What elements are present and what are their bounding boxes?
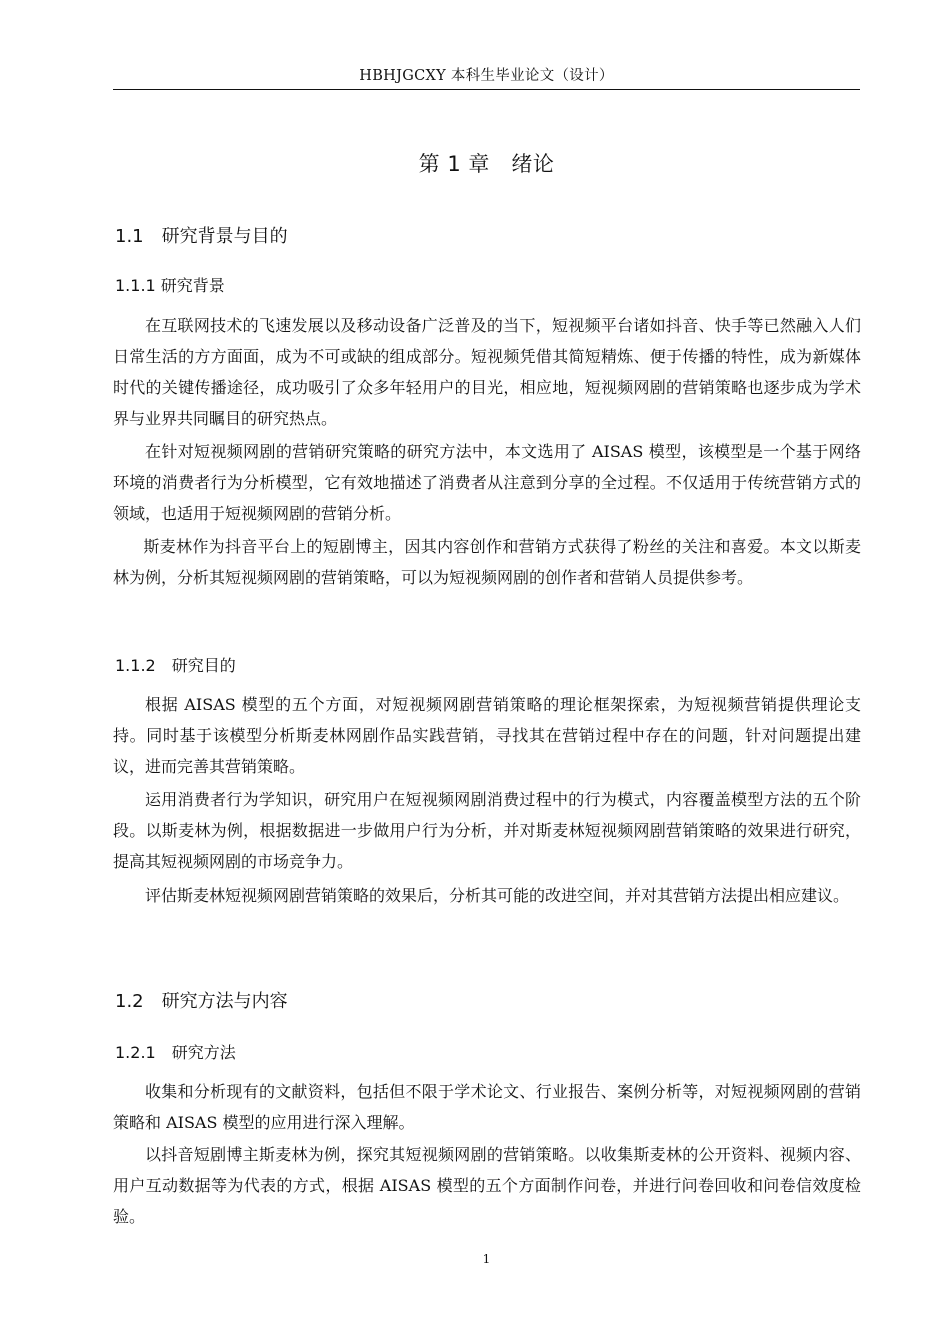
header-rule — [113, 89, 860, 90]
paragraph-purpose-2: 运用消费者行为学知识，研究用户在短视频网剧消费过程中的行为模式，内容覆盖模型方法的五个阶段。以斯麦林为例，根据数据进一步做用户行为分析，并对斯麦林短视频网剧营销策略的效果进行研究，提高其短视频网剧的市场竞争力。 — [113, 790, 861, 871]
subsection-heading-1-1-2: 1.1.2 研究目的 — [115, 656, 236, 675]
page-number: 1 — [482, 1252, 491, 1266]
paragraph-background-2: 在针对短视频网剧的营销研究策略的研究方法中，本文选用了 AISAS 模型，该模型是一个基于网络环境的消费者行为分析模型，它有效地描述了消费者从注意到分享的全过程。不仅适用于传统营销方式的领域，也适用于短视频网剧的营销分析。 — [113, 442, 861, 523]
paragraph-method-2: 以抖音短剧博主斯麦林为例，探究其短视频网剧的营销策略。以收集斯麦林的公开资料、视频内容、用户互动数据等为代表的方式，根据 AISAS 模型的五个方面制作问卷，并进行问卷回收和问卷信效度检验。 — [113, 1145, 861, 1226]
paragraph-purpose-1: 根据 AISAS 模型的五个方面，对短视频网剧营销策略的理论框架探索，为短视频营销提供理论支持。同时基于该模型分析斯麦林网剧作品实践营销，寻找其在营销过程中存在的问题，针对问题提出建议，进而完善其营销策略。 — [113, 695, 861, 776]
paragraph-background-1: 在互联网技术的飞速发展以及移动设备广泛普及的当下，短视频平台诸如抖音、快手等已然融入人们日常生活的方方面面，成为不可或缺的组成部分。短视频凭借其简短精炼、便于传播的特性，成为新媒体时代的关键传播途径，成功吸引了众多年轻用户的目光，相应地，短视频网剧的营销策略也逐步成为学术界与业界共同瞩目的研究热点。 — [113, 316, 861, 428]
section-heading-1-2: 1.2 研究方法与内容 — [115, 991, 288, 1012]
subsection-heading-1-2-1: 1.2.1 研究方法 — [115, 1043, 236, 1062]
chapter-title: 第 1 章 绪论 — [418, 152, 555, 176]
paragraph-purpose-3: 评估斯麦林短视频网剧营销策略的效果后，分析其可能的改进空间，并对其营销方法提出相应建议。 — [145, 886, 850, 905]
paragraph-background-3: 斯麦林作为抖音平台上的短剧博主，因其内容创作和营销方式获得了粉丝的关注和喜爱。本文以斯麦林为例，分析其短视频网剧的营销策略，可以为短视频网剧的创作者和营销人员提供参考。 — [113, 537, 861, 587]
subsection-heading-1-1-1: 1.1.1 研究背景 — [115, 276, 225, 295]
running-header: HBHJGCXY 本科生毕业论文（设计） — [359, 68, 614, 84]
paragraph-method-1: 收集和分析现有的文献资料，包括但不限于学术论文、行业报告、案例分析等，对短视频网剧的营销策略和 AISAS 模型的应用进行深入理解。 — [113, 1082, 861, 1132]
section-heading-1-1: 1.1 研究背景与目的 — [115, 226, 288, 247]
